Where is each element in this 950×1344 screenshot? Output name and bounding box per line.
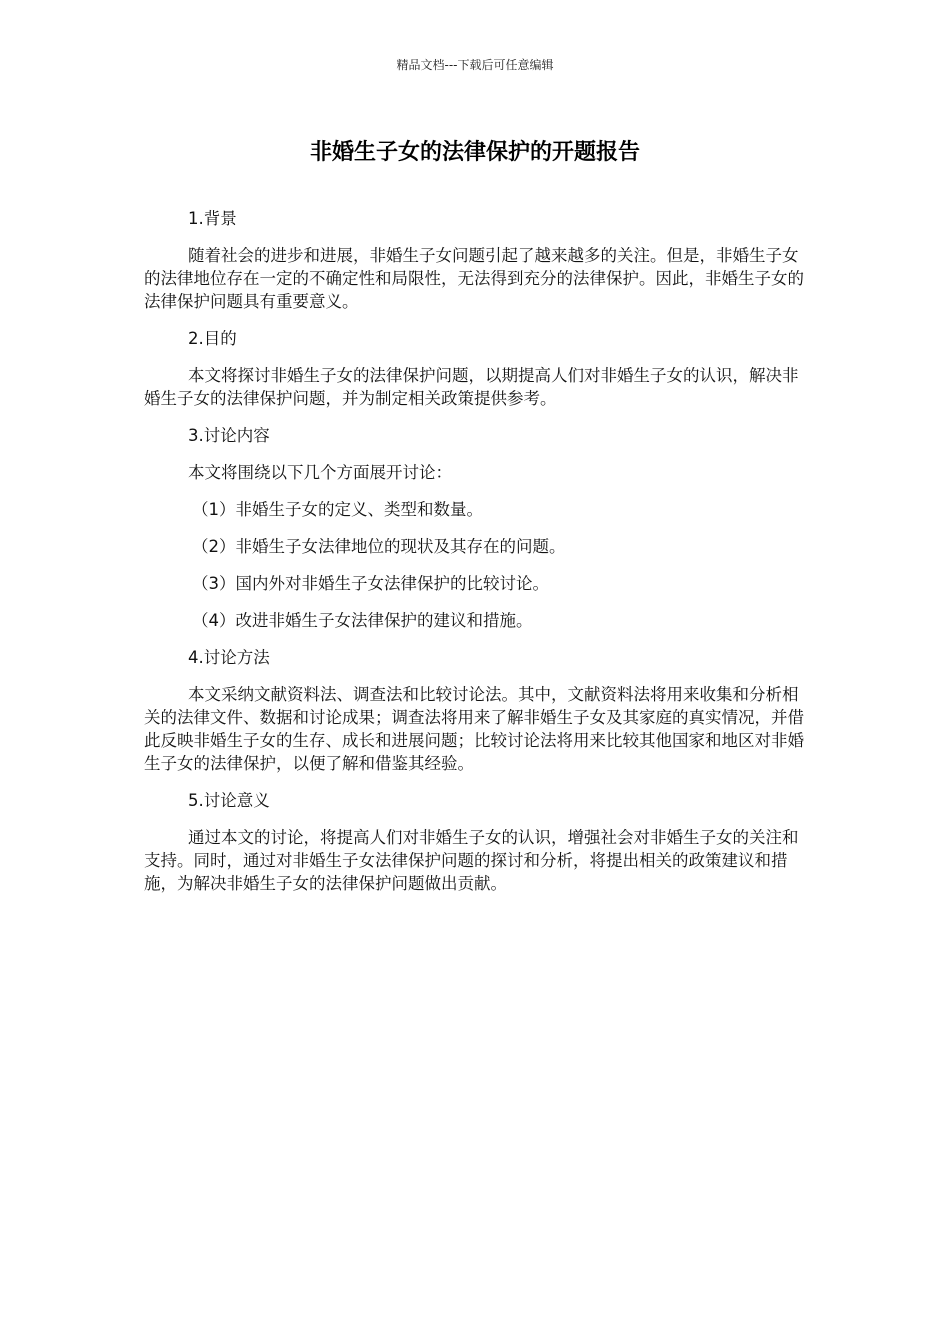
section-heading-purpose: 2.目的	[188, 329, 237, 348]
page-header: 精品文档---下载后可任意编辑	[396, 58, 554, 72]
section-heading-method: 4.讨论方法	[188, 648, 270, 667]
section-heading-content: 3.讨论内容	[188, 426, 270, 445]
section-heading-significance: 5.讨论意义	[188, 791, 270, 810]
document-title: 非婚生子女的法律保护的开题报告	[309, 140, 640, 165]
document-body	[144, 207, 808, 909]
section-text-background: 随着社会的进步和进展，非婚生子女问题引起了越来越多的关注。但是，非婚生子女的法律地位存在一定的不确定性和局限性，无法得到充分的法律保护。因此，非婚生子女的法律保护问题具有重要意义。	[144, 246, 804, 311]
section-heading-background: 1.背景	[188, 209, 237, 228]
section-text-method: 本文采纳文献资料法、调查法和比较讨论法。其中，文献资料法将用来收集和分析相关的法律文件、数据和讨论成果；调查法将用来了解非婚生子女及其家庭的真实情况，并借此反映非婚生子女的生存、成长和进展问题；比较讨论法将用来比较其他国家和地区对非婚生子女的法律保护，以便了解和借鉴其经验。	[144, 685, 804, 773]
list-item: （4）改进非婚生子女法律保护的建议和措施。	[192, 611, 533, 630]
section-text-content-intro: 本文将围绕以下几个方面展开讨论：	[188, 463, 452, 482]
list-item: （3）国内外对非婚生子女法律保护的比较讨论。	[192, 574, 549, 593]
list-item: （1）非婚生子女的定义、类型和数量。	[192, 500, 483, 519]
section-text-purpose: 本文将探讨非婚生子女的法律保护问题，以期提高人们对非婚生子女的认识，解决非婚生子女的法律保护问题，并为制定相关政策提供参考。	[144, 366, 799, 408]
section-text-significance: 通过本文的讨论，将提高人们对非婚生子女的认识，增强社会对非婚生子女的关注和支持。同时，通过对非婚生子女法律保护问题的探讨和分析，将提出相关的政策建议和措施，为解决非婚生子女的法律保护问题做出贡献。	[144, 828, 799, 893]
list-item: （2）非婚生子女法律地位的现状及其存在的问题。	[192, 537, 566, 556]
